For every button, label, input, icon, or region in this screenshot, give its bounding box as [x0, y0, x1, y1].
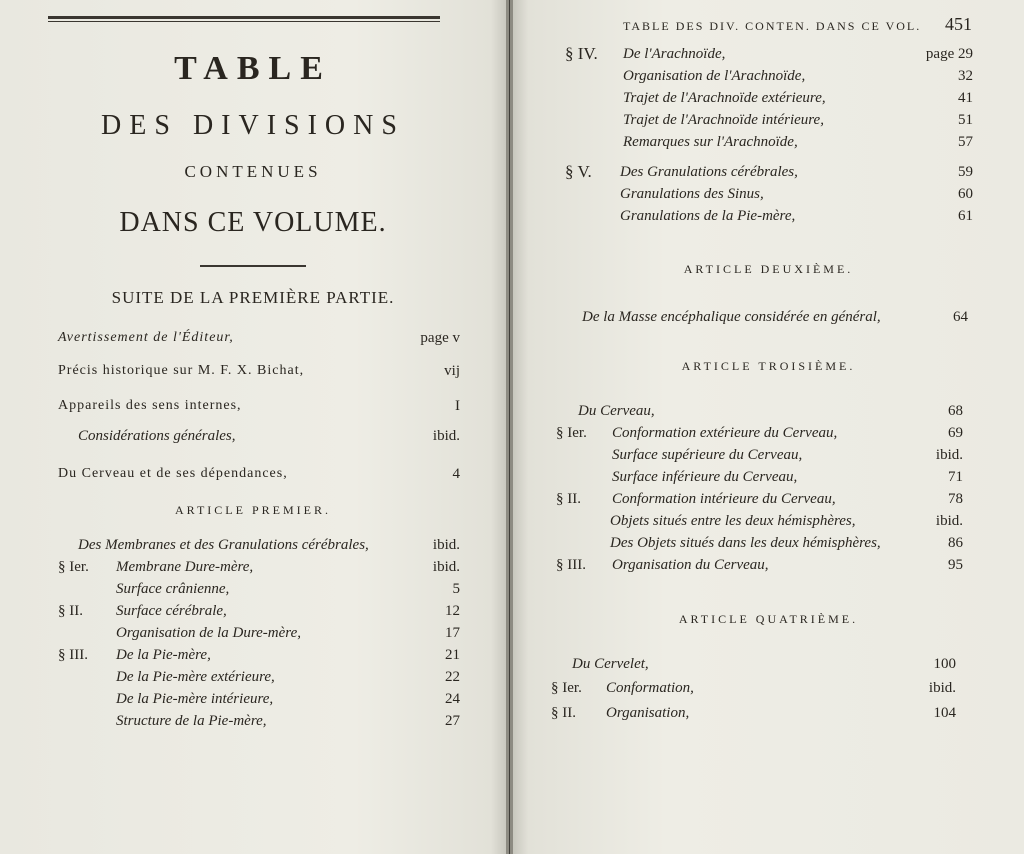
section-mark: § Ier.: [551, 680, 582, 696]
entry-label: Remarques sur l'Arachnoïde,: [623, 134, 798, 150]
entry-label: Trajet de l'Arachnoïde extérieure,: [623, 90, 826, 106]
entry-page: 41: [958, 90, 973, 106]
article-heading: ARTICLE PREMIER.: [175, 503, 331, 517]
section-mark: § III.: [58, 647, 88, 663]
entry-page: ibid.: [432, 428, 460, 444]
entry-page: 17: [445, 625, 460, 641]
entry-page: page 29: [925, 46, 973, 62]
section-mark: § II.: [556, 491, 581, 507]
entry-page: 104: [933, 705, 956, 721]
entry-page: 60: [958, 186, 973, 202]
entry-label: Conformation extérieure du Cerveau,: [612, 425, 838, 441]
entry-page: ibid.: [928, 680, 956, 696]
section-mark: § IV.: [565, 44, 598, 63]
entry-label: Du Cerveau et de ses dépendances,: [58, 466, 288, 481]
entry-label: Organisation de la Dure-mère,: [116, 625, 301, 641]
article-heading: ARTICLE TROISIÈME.: [681, 359, 856, 373]
title-table: TABLE: [174, 50, 332, 87]
entry-page: 100: [933, 656, 956, 672]
title-rule: [200, 265, 306, 267]
entry-label: Surface cérébrale,: [116, 603, 227, 619]
entry-page: ibid.: [935, 513, 963, 529]
entry-label: De la Masse encéphalique considérée en général,: [582, 309, 881, 325]
entry-label: Membrane Dure-mère,: [116, 559, 254, 575]
entry-page: 21: [445, 647, 460, 663]
section-mark: § V.: [565, 162, 592, 181]
section-mark: § Ier.: [556, 425, 587, 441]
entry-label: Du Cerveau,: [578, 403, 655, 419]
folio-number: 451: [945, 14, 972, 34]
running-head: TABLE DES DIV. CONTEN. DANS CE VOL.: [623, 19, 922, 33]
entry-label: Des Granulations cérébrales,: [620, 164, 798, 180]
entry-label: Organisation du Cerveau,: [612, 557, 769, 573]
top-double-rule: [48, 14, 440, 23]
entry-label: Des Membranes et des Granulations cérébrales,: [78, 537, 369, 553]
entry-page: vij: [444, 363, 460, 379]
entry-label: Structure de la Pie-mère,: [116, 713, 267, 729]
entry-page: 12: [445, 603, 460, 619]
left-page: [0, 0, 506, 854]
entry-page: 68: [948, 403, 963, 419]
entry-page: ibid.: [432, 537, 460, 553]
entry-label: Granulations des Sinus,: [620, 186, 764, 202]
entry-label: Des Objets situés dans les deux hémisphères,: [610, 535, 881, 551]
section-mark: § II.: [551, 705, 576, 721]
entry-label: Surface crânienne,: [116, 581, 230, 597]
entry-page: 61: [958, 208, 973, 224]
entry-label: De la Pie-mère,: [116, 647, 211, 663]
entry-page: I: [455, 398, 460, 414]
entry-page: 4: [452, 466, 460, 482]
entry-label: Organisation de l'Arachnoïde,: [623, 68, 806, 84]
entry-label: Appareils des sens internes,: [58, 398, 242, 413]
entry-label: De la Pie-mère extérieure,: [116, 669, 275, 685]
entry-page: 51: [958, 112, 973, 128]
entry-label: Conformation,: [606, 680, 694, 696]
section-mark: § III.: [556, 557, 586, 573]
entry-page: 78: [948, 491, 963, 507]
title-contenues: CONTENUES: [184, 162, 322, 181]
entry-label: Surface supérieure du Cerveau,: [612, 447, 803, 463]
entry-page: ibid.: [432, 559, 460, 575]
entry-page: 22: [445, 669, 460, 685]
title-divisions: DES DIVISIONS: [101, 110, 405, 141]
entry-page: ibid.: [935, 447, 963, 463]
entry-page: 86: [948, 535, 963, 551]
entry-label: Trajet de l'Arachnoïde intérieure,: [623, 112, 824, 128]
part-subtitle: SUITE DE LA PREMIÈRE PARTIE.: [111, 288, 395, 307]
entry-label: Considérations générales,: [78, 428, 236, 444]
entry-label: Surface inférieure du Cerveau,: [612, 469, 798, 485]
entry-label: De l'Arachnoïde,: [623, 46, 726, 62]
entry-page: 95: [948, 557, 963, 573]
entry-label: Du Cervelet,: [572, 656, 649, 672]
section-mark: § Ier.: [58, 559, 89, 575]
entry-page: 5: [452, 581, 460, 597]
entry-page: 69: [948, 425, 963, 441]
book-gutter: [506, 0, 513, 854]
entry-label: Avertissement de l'Éditeur,: [58, 330, 234, 345]
entry-page: 59: [958, 164, 973, 180]
entry-label: Conformation intérieure du Cerveau,: [612, 491, 836, 507]
entry-page: 27: [445, 713, 460, 729]
entry-label: Objets situés entre les deux hémisphères,: [610, 513, 856, 529]
entry-label: Précis historique sur M. F. X. Bichat,: [58, 363, 305, 378]
title-volume: DANS CE VOLUME.: [119, 207, 387, 238]
entry-page: 64: [953, 309, 968, 325]
entry-page: 57: [958, 134, 973, 150]
article-heading: ARTICLE DEUXIÈME.: [683, 262, 854, 276]
entry-page: 71: [948, 469, 963, 485]
entry-page: 24: [445, 691, 460, 707]
entry-page: page v: [420, 330, 460, 346]
entry-page: 32: [958, 68, 973, 84]
entry-label: Organisation,: [606, 705, 690, 721]
entry-label: De la Pie-mère intérieure,: [116, 691, 274, 707]
article-heading: ARTICLE QUATRIÈME.: [678, 612, 859, 626]
section-mark: § II.: [58, 603, 83, 619]
entry-label: Granulations de la Pie-mère,: [620, 208, 796, 224]
